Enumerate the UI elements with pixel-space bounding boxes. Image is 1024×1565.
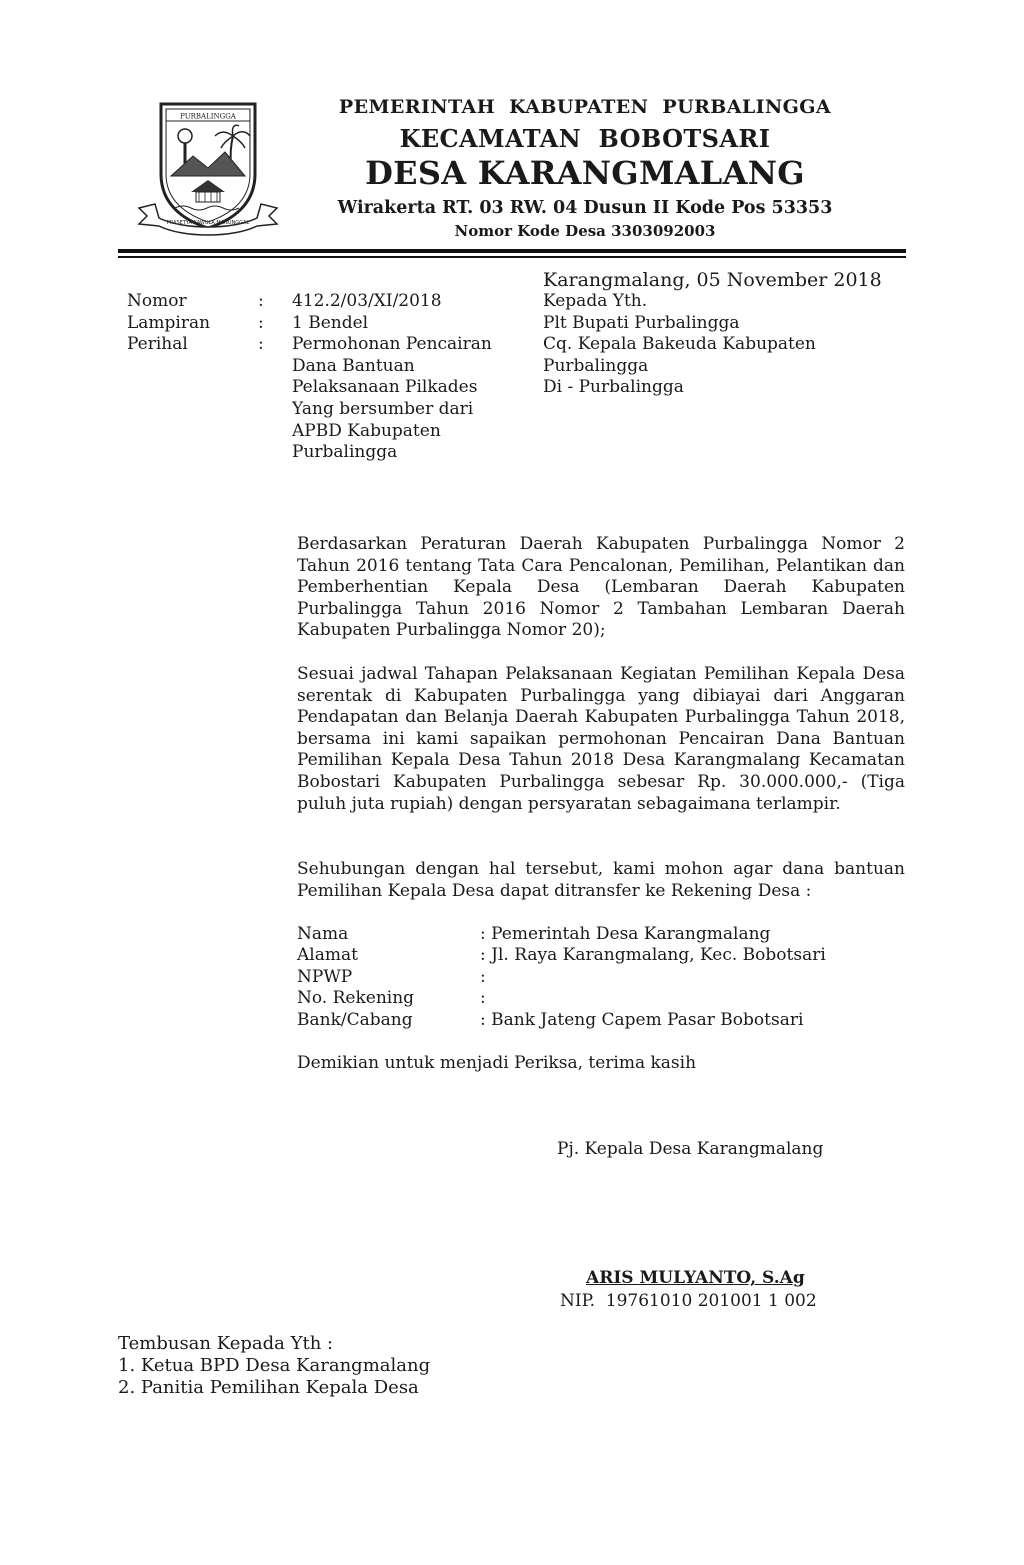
perihal-line: Purbalingga (292, 442, 398, 462)
cc-heading: Tembusan Kepada Yth : (118, 1333, 334, 1354)
body-paragraph: Sehubungan dengan hal tersebut, kami mohon agar dana bantuan Pemilihan Kepala Desa dapat ditransfer ke Rekening Desa : (297, 859, 905, 901)
perihal-line: Permohonan Pencairan (292, 334, 492, 354)
account-label: Bank/Cabang (297, 1010, 413, 1030)
letterhead-address: Wirakerta RT. 03 RW. 04 Dusun II Kode Pos 53353 (337, 198, 833, 218)
perihal-line: Pelaksanaan Pilkades (292, 377, 478, 397)
body-paragraph: Berdasarkan Peraturan Daerah Kabupaten Purbalingga Nomor 2 Tahun 2016 tentang Tata Cara Pencalonan, Pemilihan, Pelantikan dan Pemberhentian Kepala Desa (Lembaran Daerah Kabupaten Purbalingga Tahun 2016 Nomor 2 Tambahan Lembaran Daerah Kabupaten Purbalingga Nomor 20); (297, 534, 905, 641)
letter-date: Karangmalang, 05 November 2018 (543, 269, 882, 291)
nomor-label: Nomor (127, 291, 187, 311)
letterhead-thin-rule (118, 256, 906, 258)
recipient-line: Kepada Yth. (543, 291, 648, 311)
lampiran-value: 1 Bendel (292, 313, 369, 333)
letterhead-village: DESA KARANGMALANG (365, 154, 805, 192)
account-label: Nama (297, 924, 349, 944)
letterhead-thick-rule (118, 249, 906, 253)
recipient-line: Purbalingga (543, 356, 649, 376)
lampiran-label: Lampiran (127, 313, 211, 333)
account-value: : (480, 967, 486, 987)
recipient-line: Cq. Kepala Bakeuda Kabupaten (543, 334, 816, 354)
seal-top-text: PURBALINGGA (180, 112, 236, 121)
perihal-colon: : (258, 334, 264, 354)
perihal-line: Yang bersumber dari (292, 399, 474, 419)
perihal-line: APBD Kabupaten (292, 421, 441, 441)
account-label: NPWP (297, 967, 353, 987)
signatory-name: ARIS MULYANTO, S.Ag (586, 1268, 805, 1288)
closing-text: Demikian untuk menjadi Periksa, terima kasih (297, 1053, 697, 1073)
cc-item: 2. Panitia Pemilihan Kepala Desa (118, 1377, 419, 1398)
letterhead-village-code: Nomor Kode Desa 3303092003 (454, 222, 716, 240)
account-value: : Pemerintah Desa Karangmalang (480, 924, 771, 944)
perihal-label: Perihal (127, 334, 188, 354)
nomor-value: 412.2/03/XI/2018 (292, 291, 442, 311)
recipient-line: Plt Bupati Purbalingga (543, 313, 740, 333)
perihal-line: Dana Bantuan (292, 356, 415, 376)
account-value: : Bank Jateng Capem Pasar Bobotsari (480, 1010, 804, 1030)
body-paragraph: Sesuai jadwal Tahapan Pelaksanaan Kegiatan Pemilihan Kepala Desa serentak di Kabupaten Purbalingga yang dibiayai dari Anggaran Pendapatan dan Belanja Daerah Kabupaten Purbalingga Tahun 2018, bersama ini kami sapaikan permohonan Pencairan Dana Bantuan Pemilihan Kepala Desa Tahun 2018 Desa Karangmalang Kecamatan Bobostari Kabupaten Purbalingga sebesar Rp. 30.000.000,- (Tiga puluh juta rupiah) dengan persyaratan sebagaimana terlampir. (297, 664, 905, 814)
lampiran-colon: : (258, 313, 264, 333)
signatory-nip: NIP. 19761010 201001 1 002 (560, 1291, 817, 1311)
account-value: : Jl. Raya Karangmalang, Kec. Bobotsari (480, 945, 826, 965)
letterhead-district: KECAMATAN BOBOTSARI (399, 124, 771, 153)
signatory-title: Pj. Kepala Desa Karangmalang (557, 1139, 824, 1159)
account-label: No. Rekening (297, 988, 415, 1008)
coat-of-arms-seal (133, 96, 283, 238)
cc-item: 1. Ketua BPD Desa Karangmalang (118, 1355, 431, 1376)
account-value: : (480, 988, 486, 1008)
seal-ribbon-text: PRASETYA KAWULA MANUNGGAL (166, 220, 250, 226)
nomor-colon: : (258, 291, 264, 311)
letterhead-government: PEMERINTAH KABUPATEN PURBALINGGA (338, 96, 832, 118)
account-label: Alamat (297, 945, 358, 965)
recipient-line: Di - Purbalingga (543, 377, 684, 397)
